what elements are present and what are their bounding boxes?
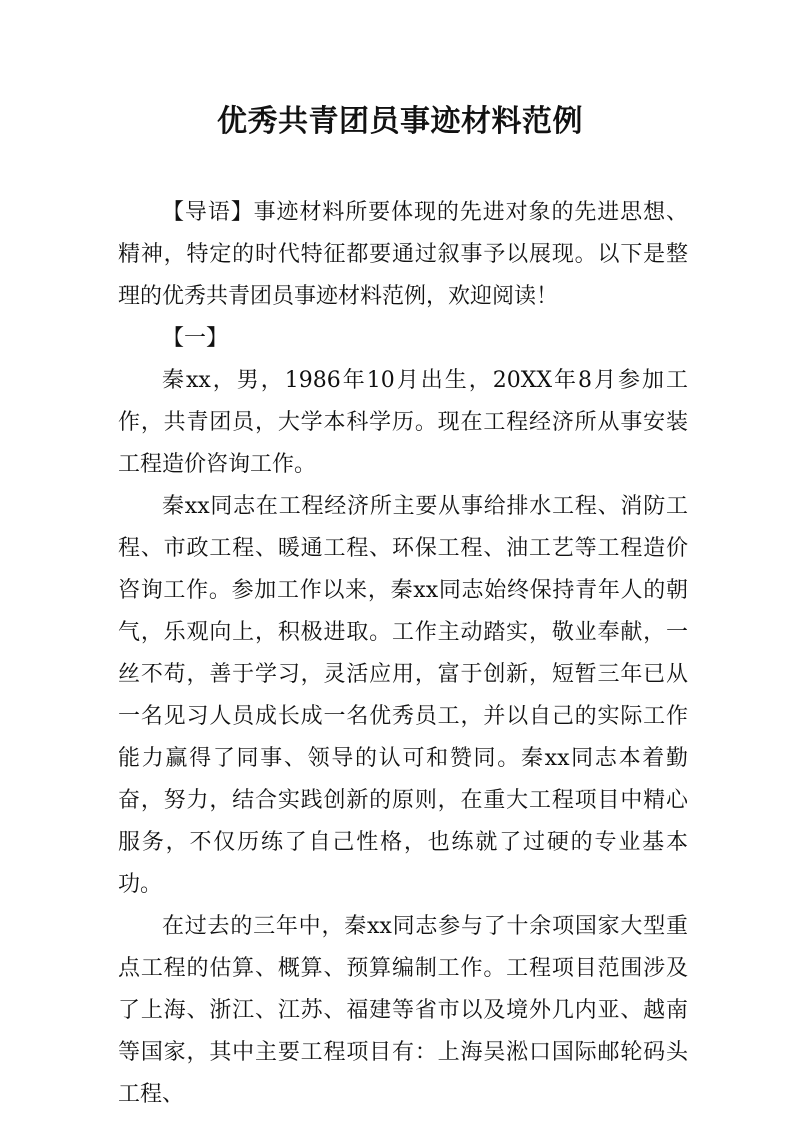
document-body [118, 192, 688, 1116]
intro-paragraph: 【导语】事迹材料所要体现的先进对象的先进思想、精神，特定的时代特征都要通过叙事予以展现。以下是整理的优秀共青团员事迹材料范例，欢迎阅读！ [118, 200, 688, 309]
section-heading: 【一】 [162, 326, 229, 351]
body-paragraph: 秦xx同志在工程经济所主要从事给排水工程、消防工程、市政工程、暖通工程、环保工程、油工艺等工程造价咨询工作。参加工作以来，秦xx同志始终保持青年人的朝气，乐观向上，积极进取。工作主动踏实，敬业奉献，一丝不苟，善于学习，灵活应用，富于创新，短暂三年已从一名见习人员成长成一名优秀员工，并以自己的实际工作能力赢得了同事、领导的认可和赞同。秦xx同志本着勤奋，努力，结合实践创新的原则，在重大工程项目中精心服务，不仅历练了自己性格，也练就了过硬的专业基本功。 [118, 494, 688, 897]
body-paragraph: 在过去的三年中，秦xx同志参与了十余项国家大型重点工程的估算、概算、预算编制工作。工程项目范围涉及了上海、浙江、江苏、福建等省市以及境外几内亚、越南等国家，其中主要工程项目有：上海吴淞口国际邮轮码头工程、 [118, 914, 688, 1107]
document-title: 优秀共青团员事迹材料范例 [217, 104, 583, 139]
body-paragraph: 秦xx，男，1986年10月出生，20XX年8月参加工作，共青团员，大学本科学历。现在工程经济所从事安装工程造价咨询工作。 [118, 368, 688, 477]
